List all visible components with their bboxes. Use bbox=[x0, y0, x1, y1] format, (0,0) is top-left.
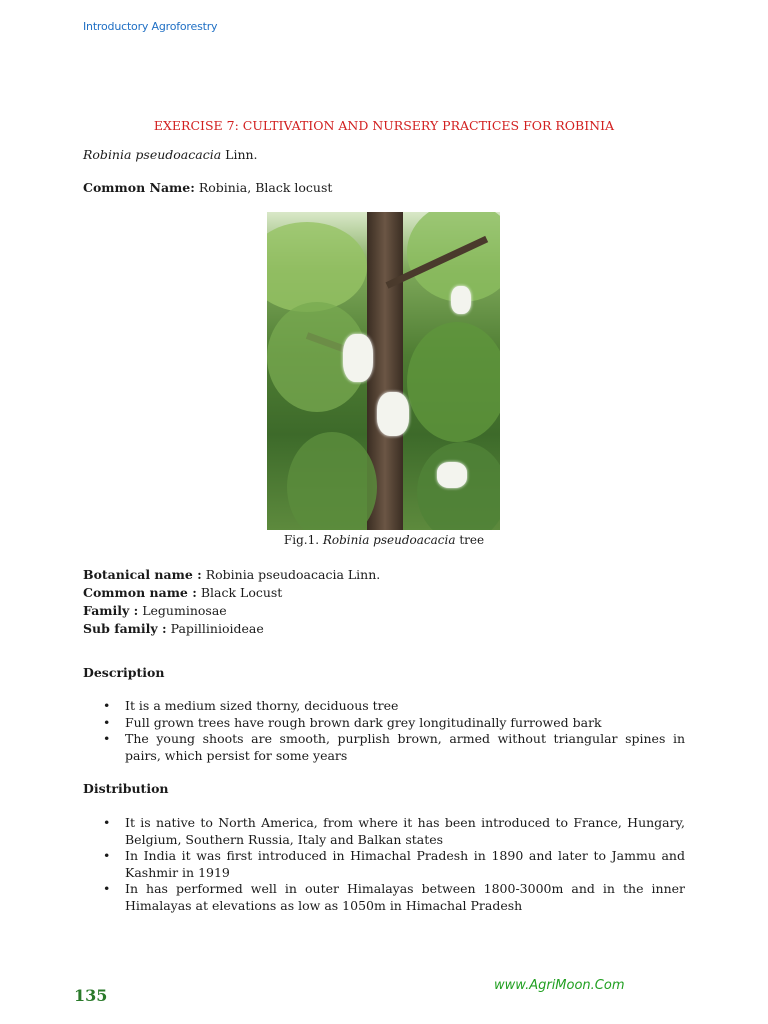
species-line bbox=[83, 146, 258, 164]
exercise-title: EXERCISE 7: CULTIVATION AND NURSERY PRACTICES FOR ROBINIA bbox=[153, 118, 615, 133]
figure-caption: Fig.1. Robinia pseudoacacia tree bbox=[283, 533, 485, 547]
botanical-name-row: Botanical name : Robinia pseudoacacia Linn. bbox=[83, 567, 381, 582]
list-item: • It is a medium sized thorny, deciduous tree bbox=[83, 698, 685, 715]
description-list bbox=[83, 698, 685, 764]
list-item: • It is native to North America, from where it has been introduced to France, Hungary, Belgium, Southern Russia, Italy and Balkan states bbox=[83, 815, 685, 848]
list-item: • Full grown trees have rough brown dark grey longitudinally furrowed bark bbox=[83, 715, 685, 732]
list-item: • In India it was first introduced in Himachal Pradesh in 1890 and later to Jammu and Kashmir in 1919 bbox=[83, 848, 685, 881]
common-name-value: Robinia, Black locust bbox=[194, 180, 333, 195]
common-name-row: Common name : Black Locust bbox=[83, 585, 283, 600]
caption-species: Robinia pseudoacacia bbox=[322, 533, 456, 547]
sub-family-row: Sub family : Papillinioideae bbox=[83, 621, 264, 636]
list-item: • In has performed well in outer Himalayas between 1800-3000m and in the inner Himalayas at elevations as low as 1050m in Himachal Pradesh bbox=[83, 881, 685, 914]
website-footer: www.AgriMoon.Com bbox=[494, 978, 625, 993]
distribution-list bbox=[83, 815, 685, 914]
robinia-tree-photo bbox=[267, 212, 500, 530]
species-authority: Linn. bbox=[221, 147, 258, 162]
description-heading: Description bbox=[83, 665, 165, 680]
page-number: 135 bbox=[74, 986, 108, 1005]
family-row: Family : Leguminosae bbox=[83, 603, 227, 618]
species-name: Robinia pseudoacacia bbox=[83, 147, 222, 162]
running-header: Introductory Agroforestry bbox=[83, 20, 218, 33]
common-name-line bbox=[83, 179, 332, 197]
common-name-label: Common Name: bbox=[83, 180, 195, 195]
distribution-heading: Distribution bbox=[83, 781, 169, 796]
list-item: • The young shoots are smooth, purplish brown, armed without triangular spines in pairs, which persist for some years bbox=[83, 731, 685, 764]
